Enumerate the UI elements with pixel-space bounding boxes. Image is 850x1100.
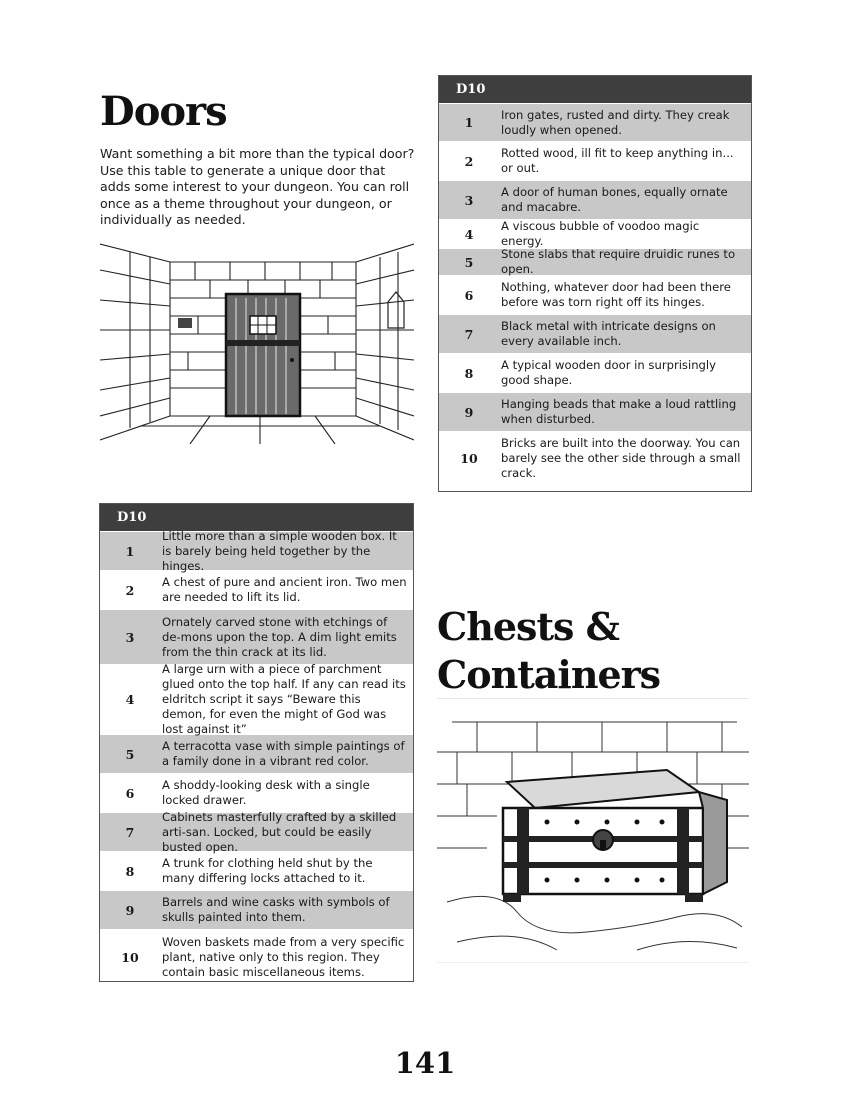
row-text: A viscous bubble of voodoo magic energy. [501, 219, 700, 248]
roll-number: 8 [464, 365, 474, 381]
row-text: Black metal with intricate designs on every available inch. [501, 319, 716, 348]
roll-number: 6 [464, 287, 474, 303]
row-text: A typical wooden door in surprisingly good shape. [501, 358, 716, 387]
table-row [100, 528, 413, 573]
roll-number: 5 [464, 254, 474, 270]
chests-heading-line-2: Containers [437, 652, 661, 697]
roll-number: 9 [125, 902, 135, 918]
table-row [100, 851, 413, 890]
row-text: A chest of pure and ancient iron. Two men are needed to lift its lid. [162, 575, 407, 604]
table-row [100, 664, 413, 734]
row-text: Hanging beads that make a loud rattling when disturbed. [501, 397, 737, 426]
row-text: Little more than a simple wooden box. It is barely being held together by the hinges. [162, 528, 397, 573]
row-text: Cabinets masterfully crafted by a skilled arti-san. Locked, but could be easily busted open. [162, 809, 397, 854]
roll-number: 4 [125, 692, 135, 707]
row-text: A trunk for clothing held shut by the many differing locks attached to it. [162, 856, 373, 885]
row-text: A terracotta vase with simple paintings of a family done in a vibrant red color. [162, 739, 405, 768]
roll-number: 2 [464, 153, 474, 169]
row-text: Barrels and wine casks with symbols of skulls painted into them. [162, 895, 390, 924]
roll-number: 4 [464, 226, 474, 242]
treasure-chest-illustration [437, 712, 749, 963]
roll-number: 10 [121, 949, 139, 965]
table-row [439, 180, 751, 219]
row-text: Iron gates, rusted and dirty. They creak loudly when opened. [501, 107, 730, 137]
table-row [100, 929, 413, 984]
roll-number: 10 [460, 451, 478, 466]
table-row [439, 103, 751, 141]
roll-number: 8 [125, 863, 135, 879]
row-text: Bricks are built into the doorway. You can barely see the other side through a small crack. [501, 436, 741, 480]
roll-number: 9 [464, 404, 474, 420]
roll-number: 3 [125, 629, 135, 645]
heading-divider [437, 698, 749, 699]
roll-number: 1 [464, 115, 474, 130]
table-row [439, 431, 751, 485]
roll-number: 5 [125, 746, 135, 762]
roll-number: 3 [464, 192, 474, 208]
table-header: D10 [439, 76, 751, 103]
row-text: A large urn with a piece of parchment glued onto the top half. If any can read its eldritch script it says “Beware this demon, for even the might of God was lost against it” [162, 662, 406, 736]
table-row [439, 141, 751, 180]
table-row [439, 248, 751, 275]
row-text: Stone slabs that require druidic runes to open. [501, 247, 736, 276]
roll-number: 7 [125, 824, 135, 840]
dungeon-door-illustration [100, 240, 414, 444]
table-row [439, 353, 751, 392]
roll-number: 1 [125, 543, 135, 559]
roll-number: 6 [125, 785, 135, 801]
chests-heading-line-1: Chests & [437, 604, 619, 649]
table-row [100, 890, 413, 929]
table-row [100, 609, 413, 664]
table-row [100, 734, 413, 773]
table-row [439, 392, 751, 431]
roll-number: 7 [464, 326, 474, 342]
page-number: 141 [394, 1046, 456, 1080]
table-row [100, 809, 413, 854]
table-row [439, 314, 751, 353]
roll-number: 2 [125, 582, 135, 598]
table-header: D10 [100, 504, 413, 531]
dungeon-door-drawing [100, 240, 414, 444]
doors-intro-text: Want something a bit more than the typical door? Use this table to generate a unique door that adds some interest to your dungeon. You can roll once as a theme throughout your dungeon, or individually as needed. [100, 146, 415, 227]
row-text: A shoddy-looking desk with a single locked drawer. [162, 778, 370, 807]
chests-d10-table [99, 503, 414, 982]
doors-heading: Doors [100, 88, 227, 135]
row-text: Woven baskets made from a very specific plant, native only to this region. They contain basic miscellaneous items. [162, 934, 405, 979]
doors-d10-table [438, 75, 752, 492]
row-text: Rotted wood, ill fit to keep anything in... or out. [501, 146, 734, 175]
row-text: A door of human bones, equally ornate and macabre. [501, 185, 728, 214]
treasure-chest-drawing [437, 712, 749, 962]
table-row [439, 275, 751, 314]
row-text: Ornately carved stone with etchings of de-mons upon the top. A dim light emits from the thin crack at its lid. [162, 614, 397, 659]
row-text: Nothing, whatever door had been there before was torn right off its hinges. [501, 280, 731, 309]
table-row [100, 570, 413, 609]
